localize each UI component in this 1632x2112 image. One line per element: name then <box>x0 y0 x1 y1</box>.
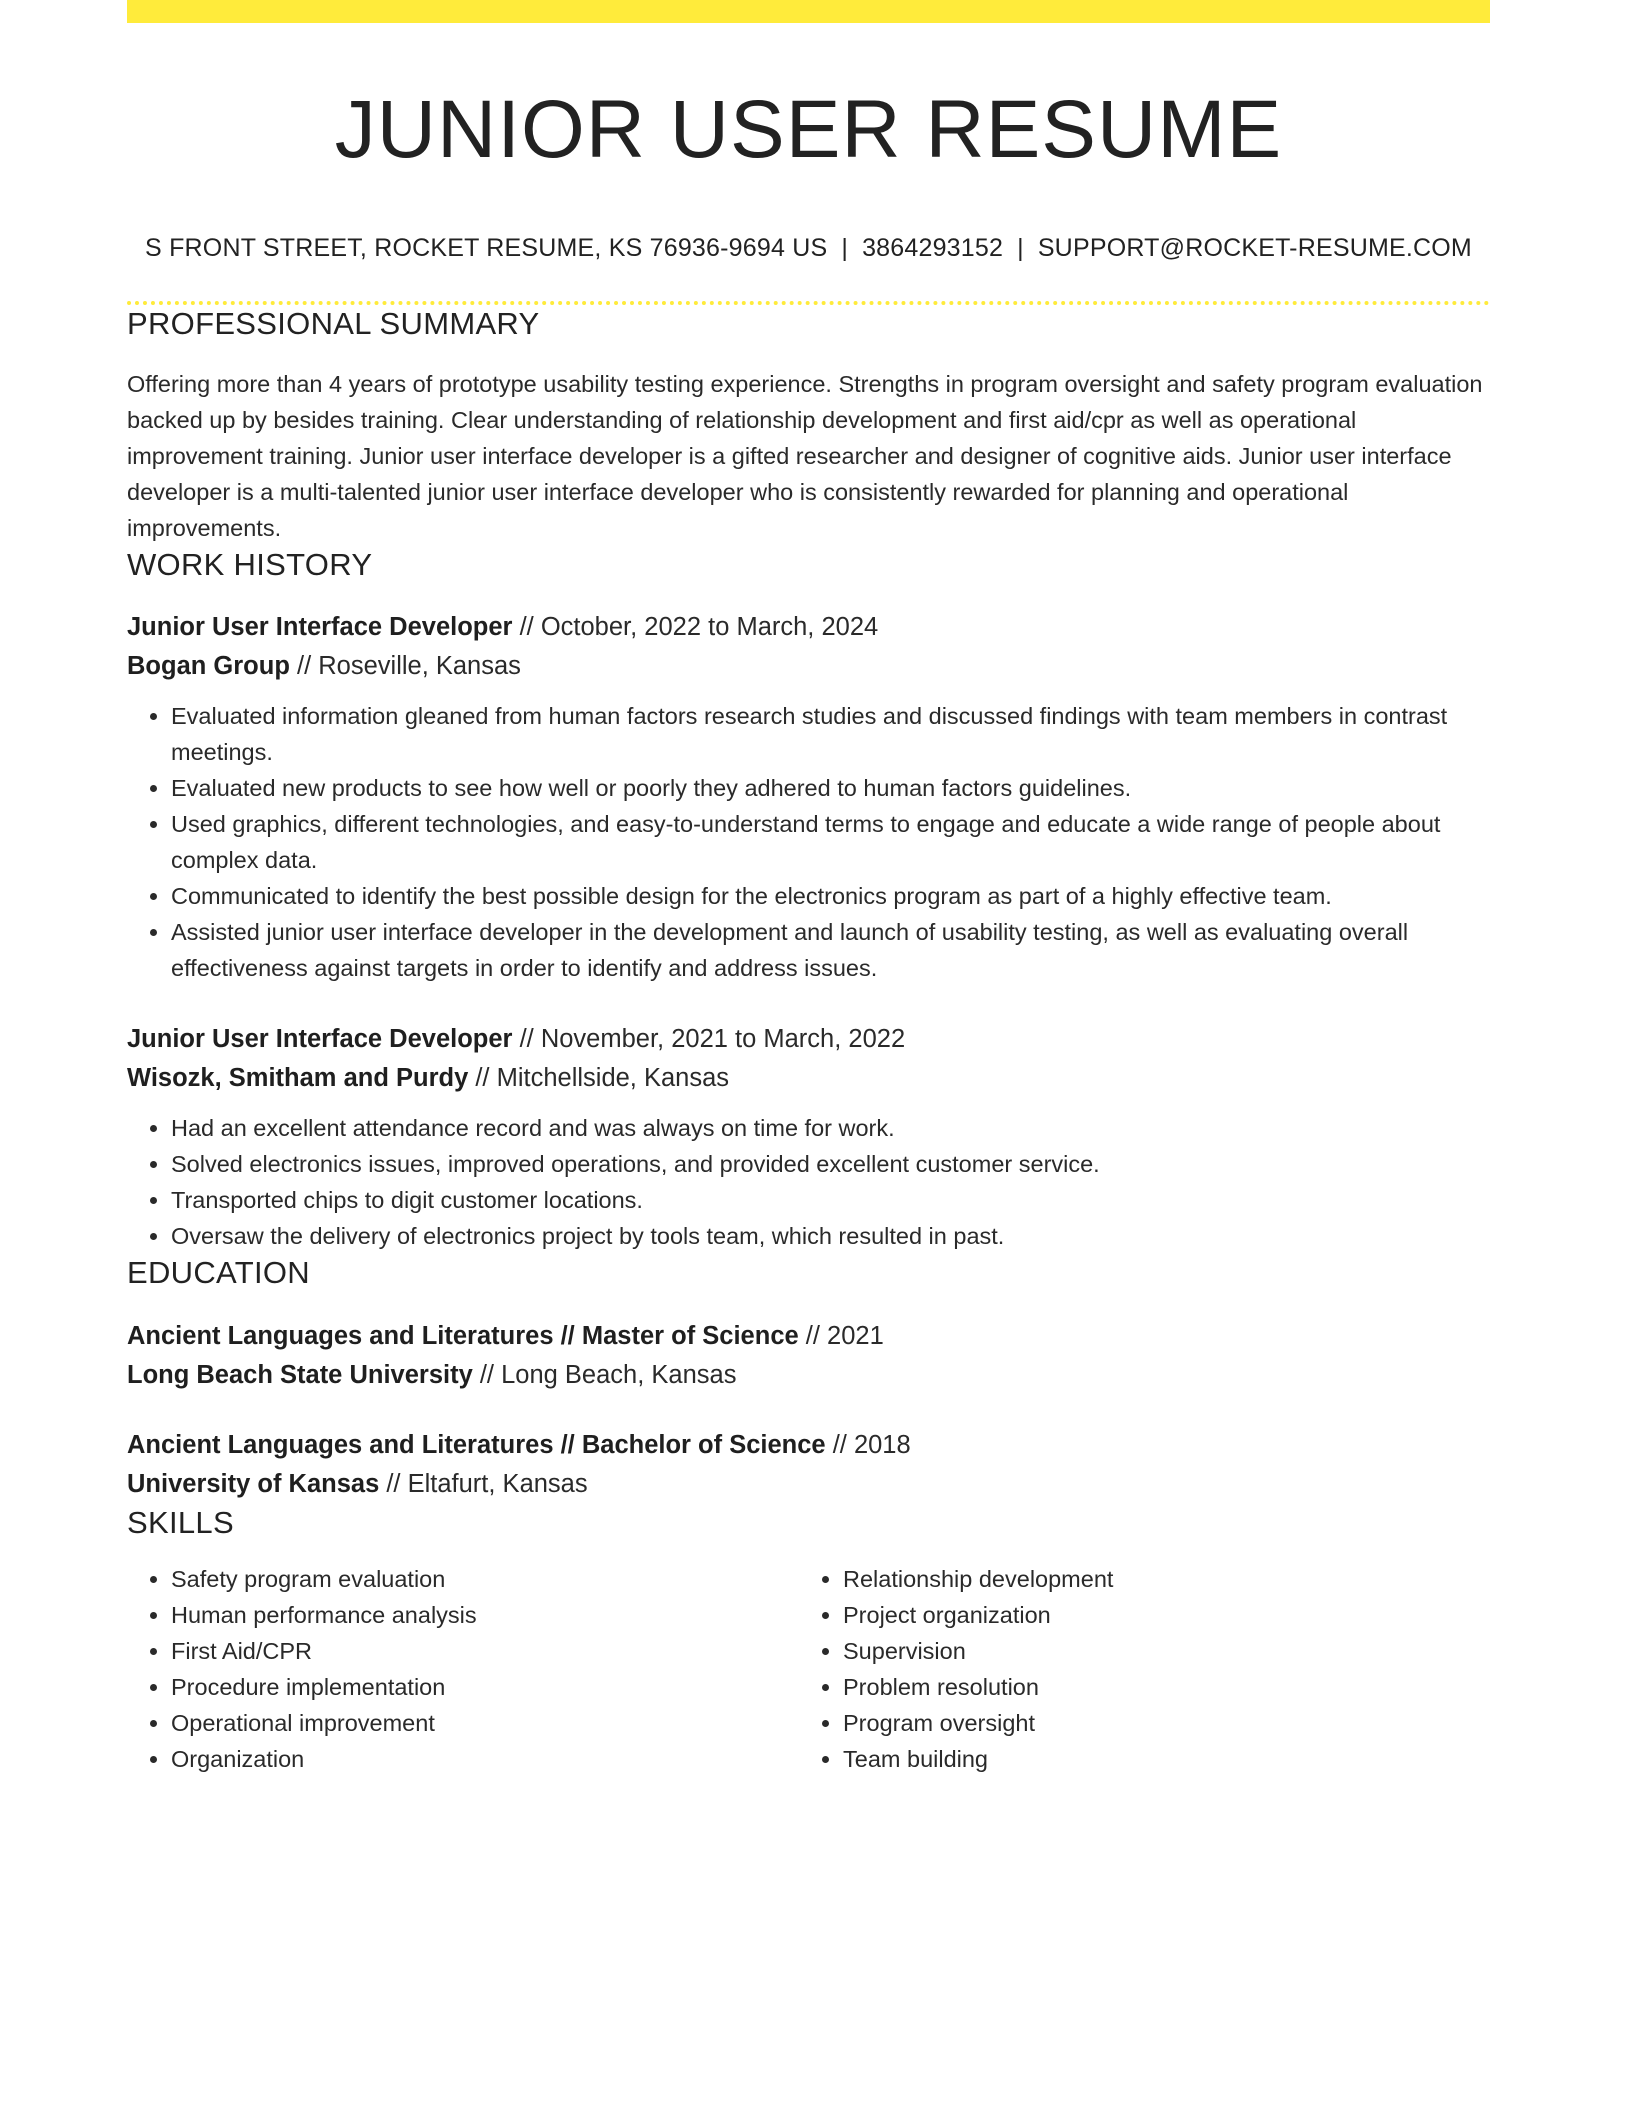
job-entry <box>127 608 1490 986</box>
job-bullet: • Used graphics, different technologies, and easy-to-understand terms to engage and educate a wide range of people about complex data. <box>171 806 1490 878</box>
skill-item: • Organization <box>171 1741 799 1777</box>
education-location: // Eltafurt, Kansas <box>379 1469 588 1498</box>
skill-item: • Supervision <box>843 1633 1443 1669</box>
skills-grid <box>127 1561 1490 1777</box>
skill-item: • Team building <box>843 1741 1443 1777</box>
job-company-line <box>127 647 1490 686</box>
job-title: Junior User Interface Developer <box>127 612 513 641</box>
skill-item: • Operational improvement <box>171 1705 799 1741</box>
contact-address: S FRONT STREET, ROCKET RESUME, KS 76936-9694 US <box>145 234 828 263</box>
job-bullet: • Had an excellent attendance record and was always on time for work. <box>171 1110 1490 1146</box>
skill-item: • First Aid/CPR <box>171 1633 799 1669</box>
skill-item: • Project organization <box>843 1597 1443 1633</box>
skill-item: • Problem resolution <box>843 1669 1443 1705</box>
job-bullet: • Solved electronics issues, improved operations, and provided excellent customer service. <box>171 1146 1490 1182</box>
job-bullet: • Communicated to identify the best possible design for the electronics program as part of a highly effective team. <box>171 878 1490 914</box>
education-degree: Ancient Languages and Literatures // Bachelor of Science <box>127 1430 826 1459</box>
job-bullet: • Transported chips to digit customer locations. <box>171 1182 1490 1218</box>
summary-text: Offering more than 4 years of prototype usability testing experience. Strengths in program oversight and safety program evaluation backed up by besides training. Clear understanding of relationship development and first aid/cpr as well as operational improvement training. Junior user interface developer is a gifted researcher and designer of cognitive aids. Junior user interface developer is a multi-talented junior user interface developer who is consistently rewarded for planning and operational improvements. <box>127 371 1483 542</box>
education-school: Long Beach State University <box>127 1360 473 1389</box>
work-history-heading: WORK HISTORY <box>127 547 373 583</box>
education-degree-line <box>127 1426 1490 1465</box>
job-title-line <box>127 1020 1490 1059</box>
skills-column-left <box>127 1561 799 1777</box>
education-location: // Long Beach, Kansas <box>472 1360 737 1389</box>
skill-item: • Program oversight <box>843 1705 1443 1741</box>
job-dates: // November, 2021 to March, 2022 <box>512 1024 906 1053</box>
job-entry <box>127 1020 1490 1254</box>
job-dates: // October, 2022 to March, 2024 <box>512 612 879 641</box>
job-bullets <box>127 1110 1490 1254</box>
contact-line <box>127 233 1490 263</box>
education-year: // 2018 <box>825 1430 911 1459</box>
resume-name: JUNIOR USER RESUME <box>334 84 1283 175</box>
contact-phone: 3864293152 <box>862 234 1004 263</box>
contact-email: SUPPORT@ROCKET-RESUME.COM <box>1037 234 1472 263</box>
job-bullet: • Evaluated information gleaned from human factors research studies and discussed findings with team members in contrast meetings. <box>171 698 1490 770</box>
education-heading: EDUCATION <box>127 1254 310 1290</box>
skill-item: • Procedure implementation <box>171 1669 799 1705</box>
education-entry <box>127 1426 1490 1504</box>
job-bullet: • Assisted junior user interface developer in the development and launch of usability testing, as well as evaluating overall effectiveness against targets in order to identify and address issues. <box>171 914 1490 986</box>
skills-heading: SKILLS <box>127 1504 234 1540</box>
job-bullets <box>127 698 1490 986</box>
skill-item: • Relationship development <box>843 1561 1443 1597</box>
skill-item: • Safety program evaluation <box>171 1561 799 1597</box>
education-year: // 2021 <box>798 1321 884 1350</box>
education-entry <box>127 1317 1490 1395</box>
contact-separator: | <box>841 234 849 263</box>
skill-item: • Human performance analysis <box>171 1597 799 1633</box>
job-company-line <box>127 1059 1490 1098</box>
job-company: Bogan Group <box>127 651 290 680</box>
job-bullet: • Evaluated new products to see how well or poorly they adhered to human factors guidelines. <box>171 770 1490 806</box>
education-degree: Ancient Languages and Literatures // Master of Science <box>127 1321 799 1350</box>
skills-column-right <box>799 1561 1443 1777</box>
education-school: University of Kansas <box>127 1469 380 1498</box>
contact-separator: | <box>1017 234 1024 263</box>
education-school-line <box>127 1356 1490 1395</box>
resume-page <box>127 0 1490 1777</box>
job-company: Wisozk, Smitham and Purdy <box>127 1063 469 1092</box>
job-location: // Mitchellside, Kansas <box>468 1063 730 1092</box>
job-location: // Roseville, Kansas <box>289 651 521 680</box>
job-title: Junior User Interface Developer <box>127 1024 513 1053</box>
top-accent-bar <box>127 0 1490 23</box>
education-degree-line <box>127 1317 1490 1356</box>
education-school-line <box>127 1465 1490 1504</box>
job-bullet: • Oversaw the delivery of electronics project by tools team, which resulted in past. <box>171 1218 1490 1254</box>
summary-heading: PROFESSIONAL SUMMARY <box>127 306 540 342</box>
job-title-line <box>127 608 1490 647</box>
